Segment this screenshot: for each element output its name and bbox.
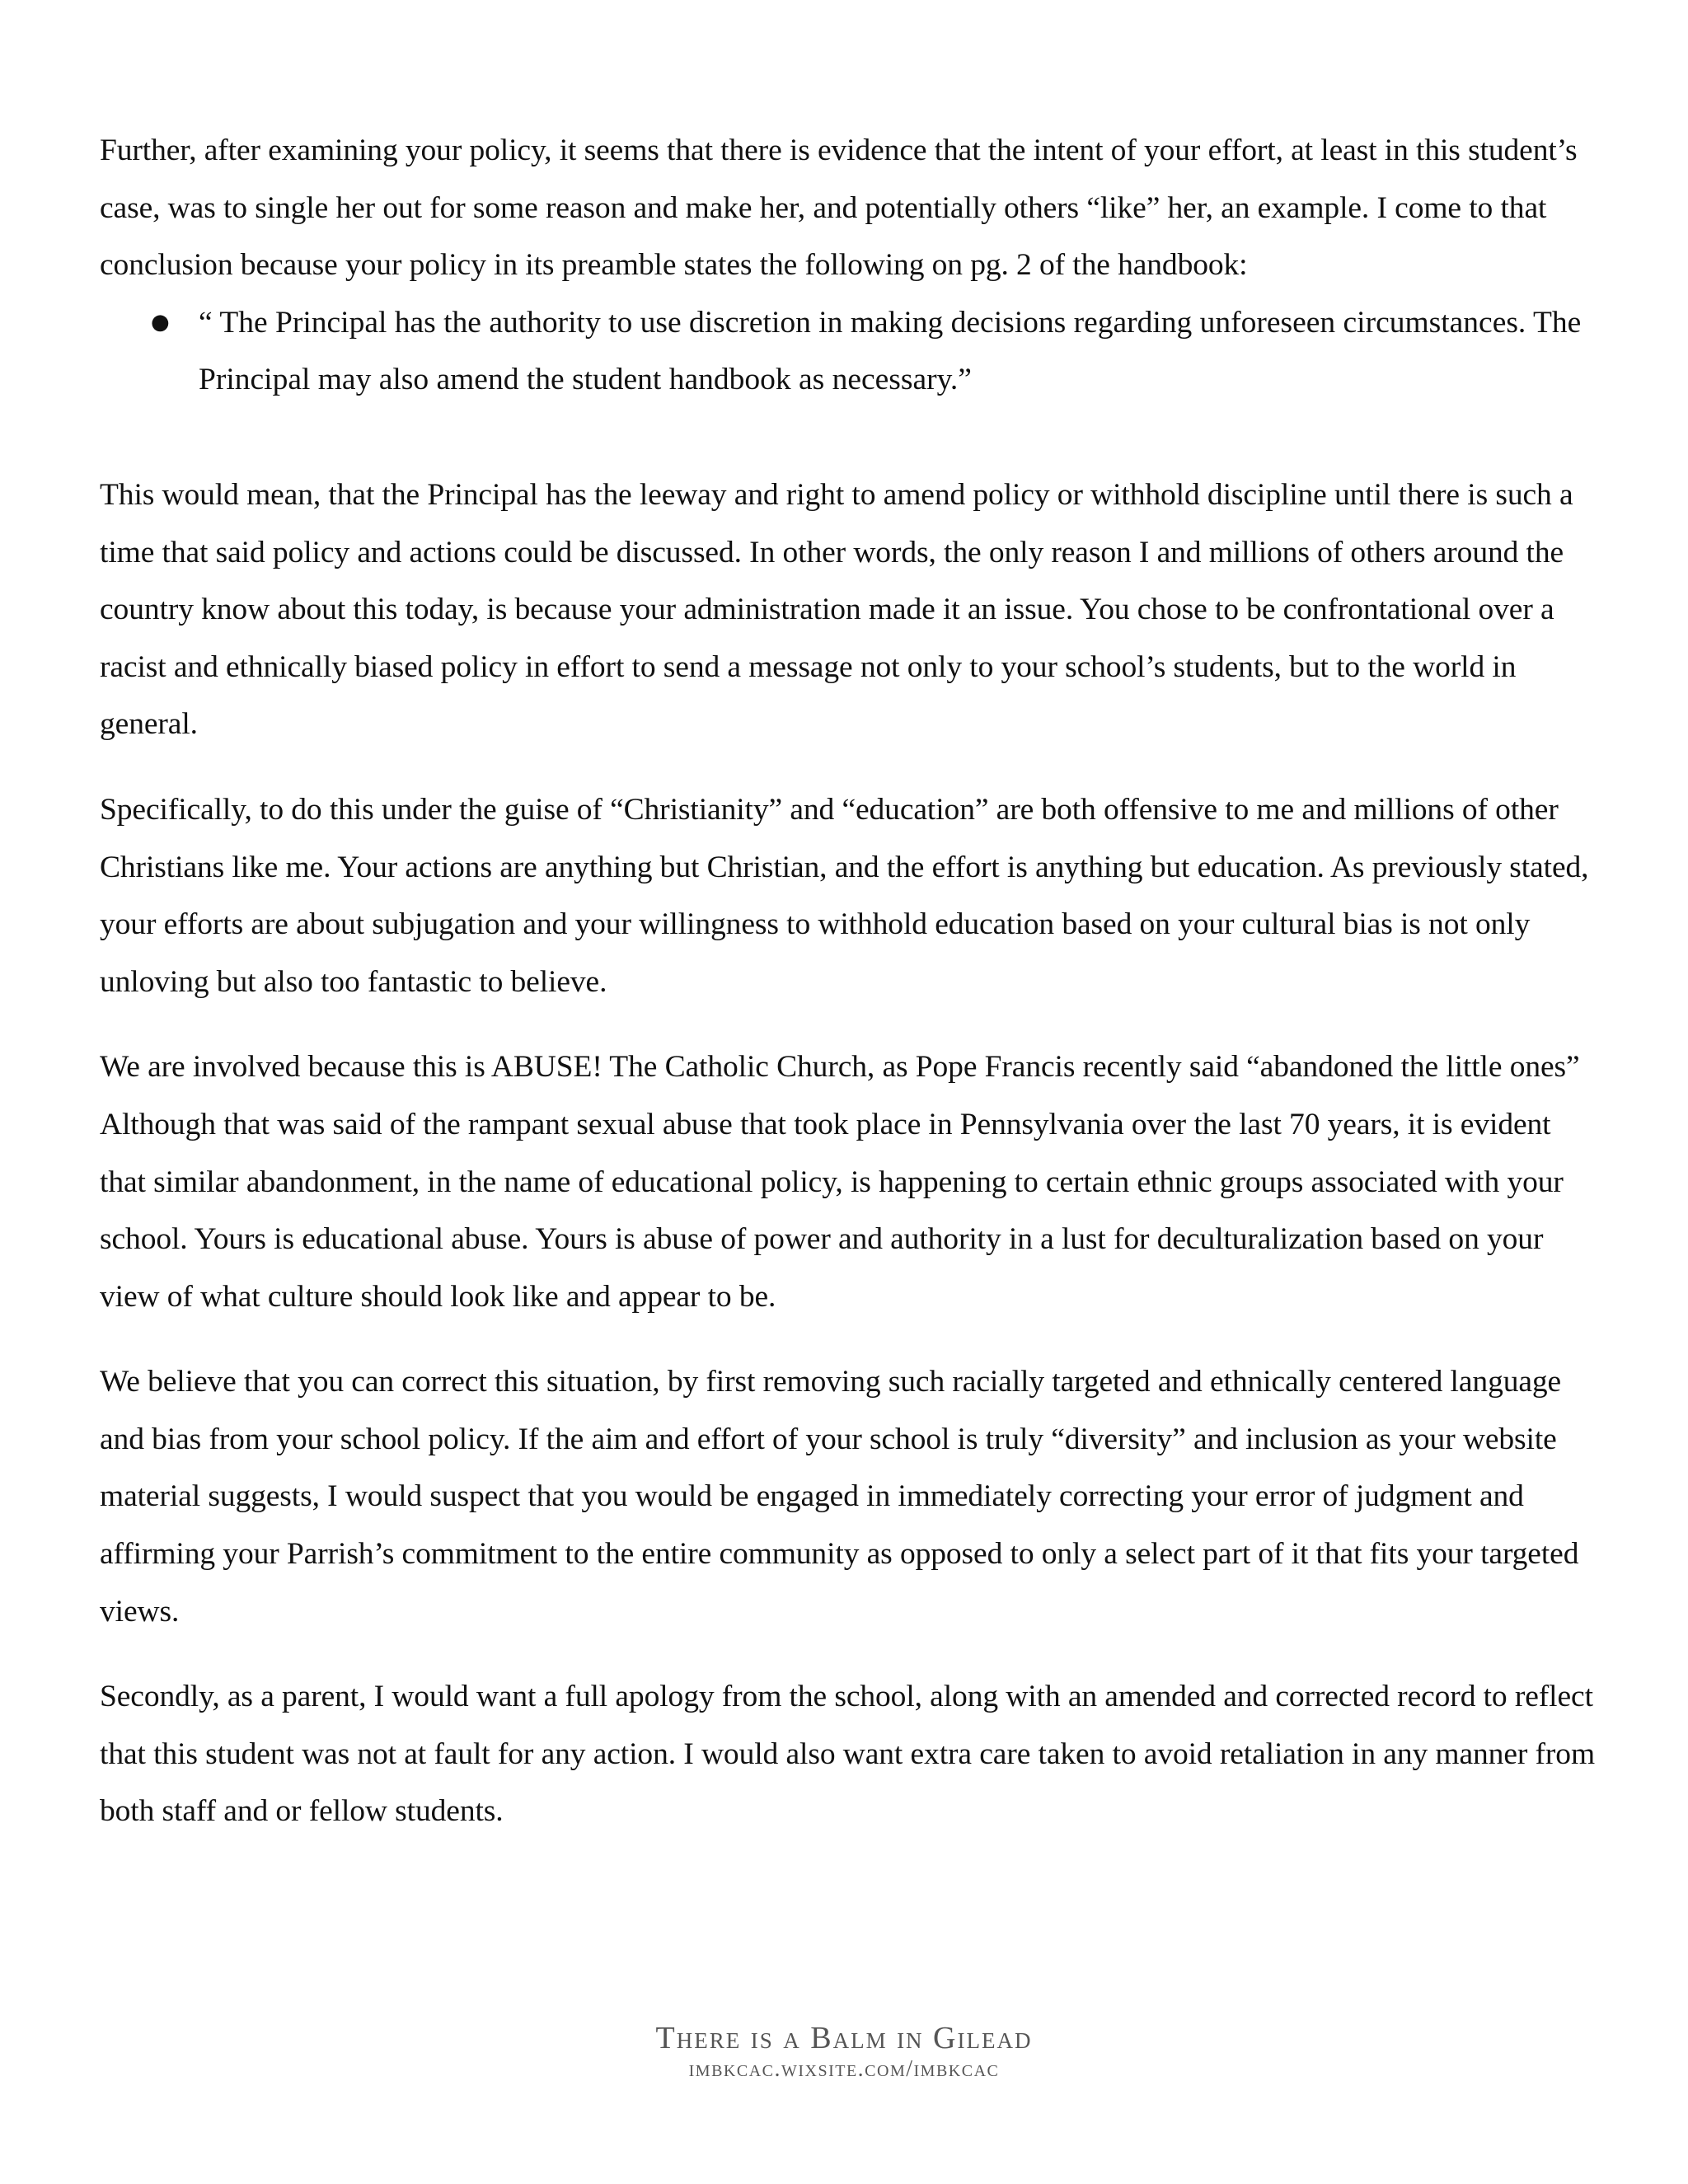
document-body [100,122,1600,1868]
paragraph-leeway: This would mean, that the Principal has the leeway and right to amend policy or withhold discipline until there is such a time that said policy and actions could be discussed. In other words, the only reason I and millions of others around the country know about this today, is because your administration made it an issue. You chose to be confrontational over a racist and ethnically biased policy in effort to send a message not only to your school’s students, but to the world in general. [100,477,1573,742]
intro-paragraph: Further, after examining your policy, it seems that there is evidence that the intent of your effort, at least in this student’s case, was to single her out for some reason and make her, and potentially others “like” her, an example. I come to that conclusion because your policy in its preamble states the following on pg. 2 of the handbook: [100,134,1578,283]
quote-list [100,294,1600,409]
bullet-dot-icon: ● [151,309,170,335]
footer-url: imbkcac.wixsite.com/imbkcac [688,2056,1000,2082]
footer-title: There is a Balm in Gilead [655,2021,1033,2055]
quote-text: “ The Principal has the authority to use discretion in making decisions regarding unforeseen circumstances. The Principal may also amend the student handbook as necessary.” [199,305,1582,397]
paragraph-christianity: Specifically, to do this under the guise of “Christianity” and “education” are both offensive to me and millions of other Christians like me. Your actions are anything but Christian, and the effort is anything but education. As previously stated, your efforts are about subjugation and your willingness to withhold education based on your cultural bias is not only unloving but also too fantastic to believe. [100,792,1589,999]
page-footer [0,2021,1688,2083]
paragraph-abuse: We are involved because this is ABUSE! The Catholic Church, as Pope Francis recently said “abandoned the little ones” Although that was said of the rampant sexual abuse that took place in Pennsylvania over the last 70 years, it is evident that similar abandonment, in the name of educational policy, is happening to certain ethnic groups associated with your school. Yours is educational abuse. Yours is abuse of power and authority in a lust for deculturalization based on your view of what culture should look like and appear to be. [100,1050,1580,1314]
paragraph-apology: Secondly, as a parent, I would want a full apology from the school, along with an amended and corrected record to reflect that this student was not at fault for any action. I would also want extra care taken to avoid retaliation in any manner from both staff and or fellow students. [100,1680,1596,1829]
spacer [100,409,1600,466]
paragraph-correction: We believe that you can correct this situation, by first removing such racially targeted and ethnically centered language and bias from your school policy. If the aim and effort of your school is truly “diversity” and inclusion as your website material suggests, I would suspect that you would be engaged in immediately correcting your error of judgment and affirming your Parrish’s commitment to the entire community as opposed to only a select part of it that fits your targeted views. [100,1365,1579,1629]
list-item [100,294,1600,409]
